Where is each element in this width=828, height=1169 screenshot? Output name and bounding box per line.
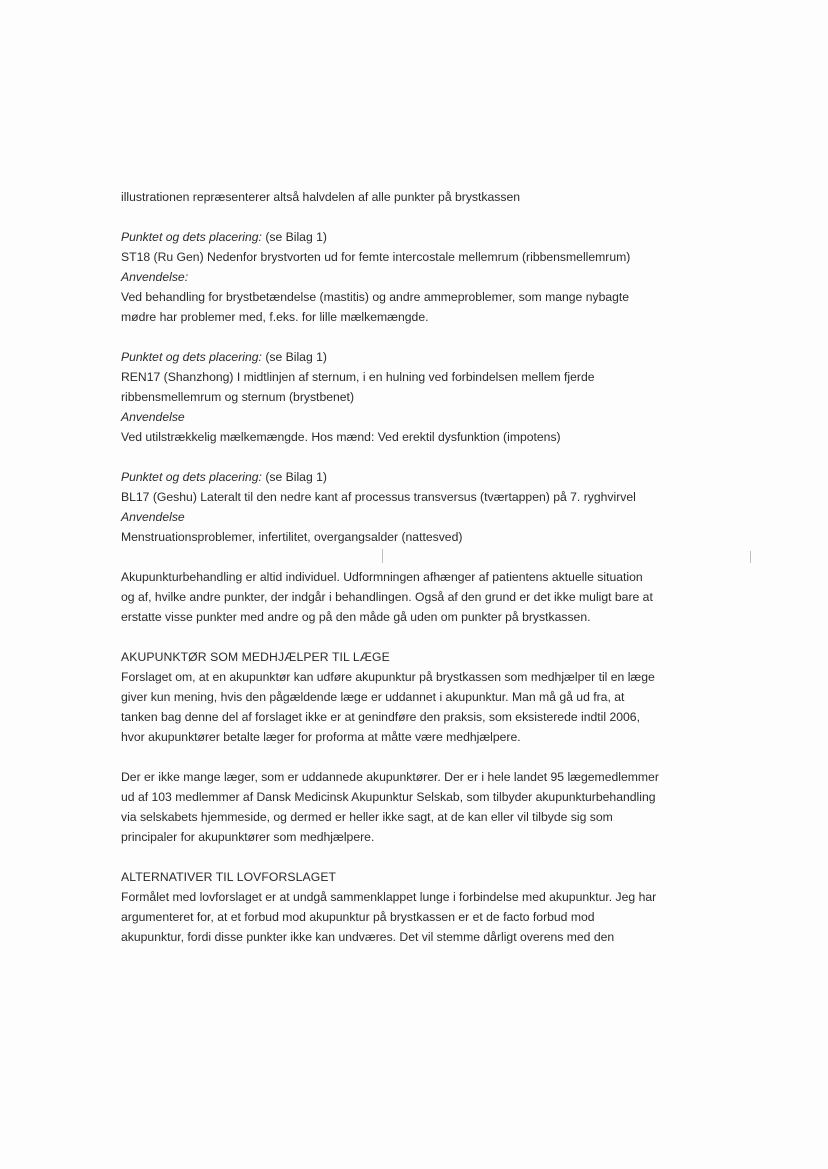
point-description: ribbensmellemrum og sternum (brystbenet): [121, 390, 355, 404]
intro-line: illustrationen repræsenterer altså halvdelen af alle punkter på brystkassen: [121, 190, 521, 204]
placement-ref: (se Bilag 1): [261, 230, 327, 244]
paragraph-line: erstatte visse punkter med andre og på den måde gå uden om punkter på brystkassen.: [121, 610, 591, 624]
point-description: REN17 (Shanzhong) I midtlinjen af sternum, i en hulning ved forbindelsen mellem fjerde: [121, 370, 595, 384]
paragraph-line: argumenteret for, at et forbud mod akupunktur på brystkassen er et de facto forbud mod: [121, 910, 595, 924]
paragraph-line: tanken bag denne del af forslaget ikke er at genindføre den praksis, som eksisterede indtil 2006,: [121, 710, 640, 724]
placement-ref: (se Bilag 1): [261, 470, 327, 484]
use-label: Anvendelse:: [121, 270, 189, 284]
paragraph-line: Formålet med lovforslaget er at undgå sammenklappet lunge i forbindelse med akupunktur. Jeg har: [121, 890, 657, 904]
paragraph-individual: [121, 567, 721, 627]
placement-label: Punktet og dets placering:: [121, 350, 262, 364]
section-heading: AKUPUNKTØR SOM MEDHJÆLPER TIL LÆGE: [121, 650, 390, 664]
placement-line: [121, 467, 721, 487]
use-label: Anvendelse: [121, 510, 185, 524]
placement-label: Punktet og dets placering:: [121, 470, 262, 484]
placement-line: [121, 347, 721, 367]
use-text: mødre har problemer med, f.eks. for lille mælkemængde.: [121, 310, 429, 324]
paragraph-line: Akupunkturbehandling er altid individuel. Udformningen afhænger af patientens aktuelle situation: [121, 570, 643, 584]
point-block-bl17: [121, 467, 721, 547]
paragraph-line: og af, hvilke andre punkter, der indgår i behandlingen. Også af den grund er det ikke muligt bare at: [121, 590, 653, 604]
paragraph-line: ud af 103 medlemmer af Dansk Medicinsk Akupunktur Selskab, som tilbyder akupunkturbehandling: [121, 790, 656, 804]
section-alternatives: [121, 867, 721, 947]
point-description: ST18 (Ru Gen) Nedenfor brystvorten ud for femte intercostale mellemrum (ribbensmellemrum): [121, 250, 631, 264]
paragraph-line: via selskabets hjemmeside, og dermed er heller ikke sagt, at de kan eller vil tilbyde sig som: [121, 810, 613, 824]
use-text: Menstruationsproblemer, infertilitet, overgangsalder (nattesved): [121, 530, 463, 544]
paragraph-line: Forslaget om, at en akupunktør kan udføre akupunktur på brystkassen som medhjælper til en læge: [121, 670, 655, 684]
paragraph-line: giver kun mening, hvis den pågældende læge er uddannet i akupunktur. Man må gå ud fra, at: [121, 690, 625, 704]
point-block-st18: [121, 227, 721, 327]
placement-label: Punktet og dets placering:: [121, 230, 262, 244]
paragraph-line: principaler for akupunktører som medhjælpere.: [121, 830, 375, 844]
placement-ref: (se Bilag 1): [261, 350, 327, 364]
paragraph-line: hvor akupunktører betalte læger for proforma at måtte være medhjælpere.: [121, 730, 521, 744]
document-body: [121, 187, 721, 947]
use-label: Anvendelse: [121, 410, 185, 424]
use-text: Ved behandling for brystbetændelse (mastitis) og andre ammeproblemer, som mange nybagte: [121, 290, 630, 304]
placement-line: [121, 227, 721, 247]
paragraph-line: akupunktur, fordi disse punkter ikke kan undværes. Det vil stemme dårligt overens med den: [121, 930, 615, 944]
section-heading: ALTERNATIVER TIL LOVFORSLAGET: [121, 870, 337, 884]
point-block-ren17: [121, 347, 721, 447]
paragraph-line: Der er ikke mange læger, som er uddannede akupunktører. Der er i hele landet 95 lægemedlemmer: [121, 770, 659, 784]
point-description: BL17 (Geshu) Lateralt til den nedre kant af processus transversus (tværtappen) på 7. ryghvirvel: [121, 490, 636, 504]
use-text: Ved utilstrækkelig mælkemængde. Hos mænd: Ved erektil dysfunktion (impotens): [121, 430, 561, 444]
section-helper: [121, 647, 721, 847]
scan-mark: [750, 551, 751, 563]
